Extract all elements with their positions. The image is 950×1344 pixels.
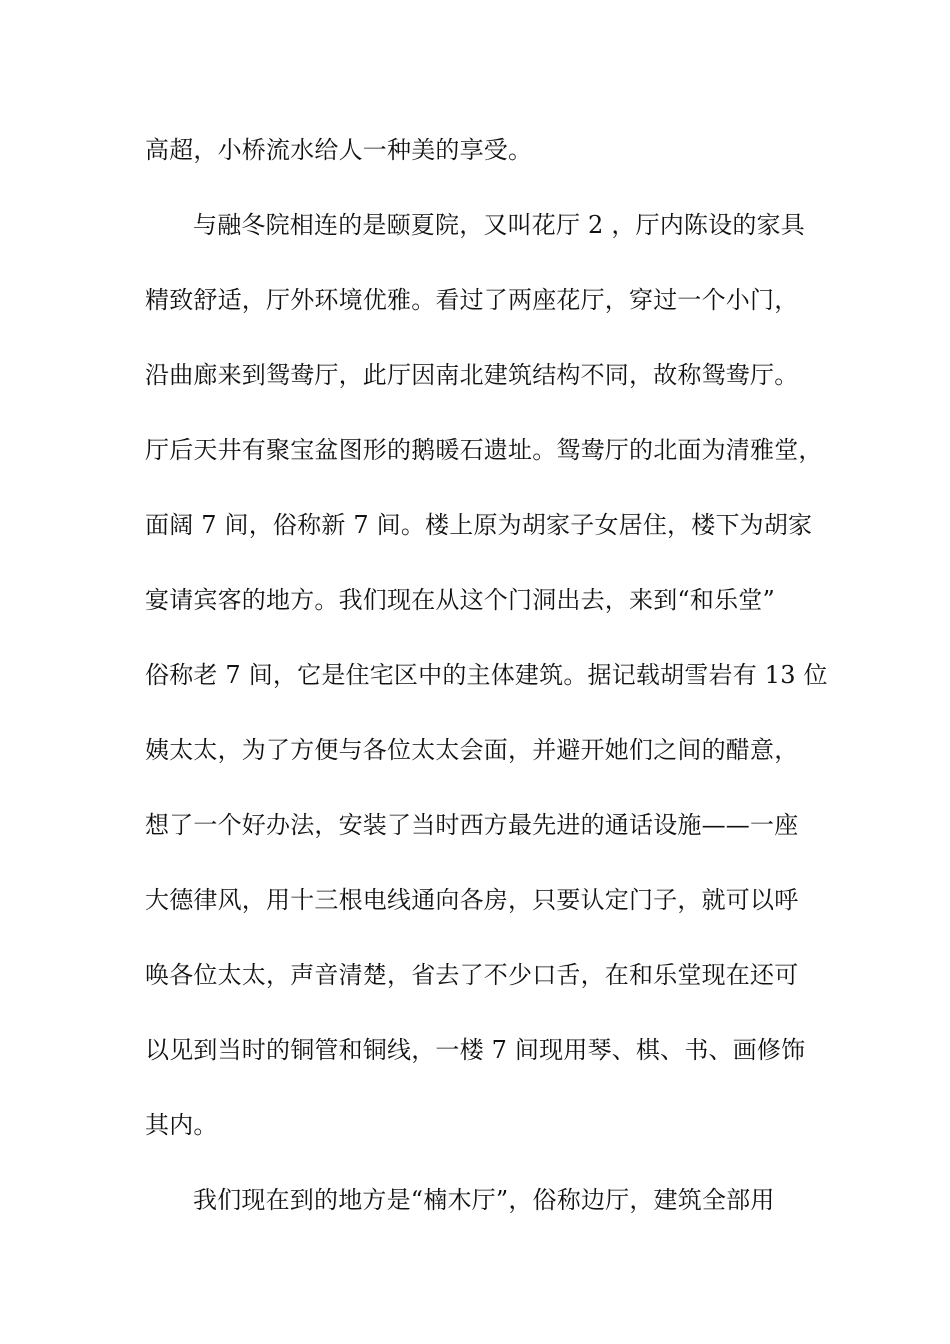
- text-line-13: 以见到当时的铜管和铜线，一楼 7 间现用琴、棋、书、画修饰: [145, 1036, 806, 1064]
- text-line-2: 与融冬院相连的是颐夏院，又叫花厅 2 ，厅内陈设的家具: [193, 211, 805, 239]
- text-line-1: 高超，小桥流水给人一种美的享受。: [145, 136, 533, 164]
- text-line-14: 其内。: [145, 1111, 218, 1139]
- text-line-8: 俗称老 7 间，它是住宅区中的主体建筑。据记载胡雪岩有 13 位: [145, 661, 828, 689]
- text-line-10: 想了一个好办法，安装了当时西方最先进的通话设施——一座: [145, 811, 799, 839]
- text-line-5: 厅后天井有聚宝盆图形的鹅暖石遗址。鸳鸯厅的北面为清雅堂，: [145, 436, 823, 464]
- text-line-3: 精致舒适，厅外环境优雅。看过了两座花厅，穿过一个小门，: [145, 286, 799, 314]
- text-line-7: 宴请宾客的地方。我们现在从这个门洞出去，来到“和乐堂”: [145, 586, 775, 614]
- text-line-6: 面阔 7 间，俗称新 7 间。楼上原为胡家子女居住，楼下为胡家: [145, 511, 813, 539]
- text-line-4: 沿曲廊来到鸳鸯厅，此厅因南北建筑结构不同，故称鸳鸯厅。: [145, 361, 799, 389]
- text-line-15: 我们现在到的地方是“楠木厅”，俗称边厅，建筑全部用: [193, 1186, 775, 1214]
- text-line-11: 大德律风，用十三根电线通向各房，只要认定门子，就可以呼: [145, 886, 799, 914]
- text-line-12: 唤各位太太，声音清楚，省去了不少口舌，在和乐堂现在还可: [145, 961, 799, 989]
- text-line-9: 姨太太，为了方便与各位太太会面，并避开她们之间的醋意，: [145, 736, 799, 764]
